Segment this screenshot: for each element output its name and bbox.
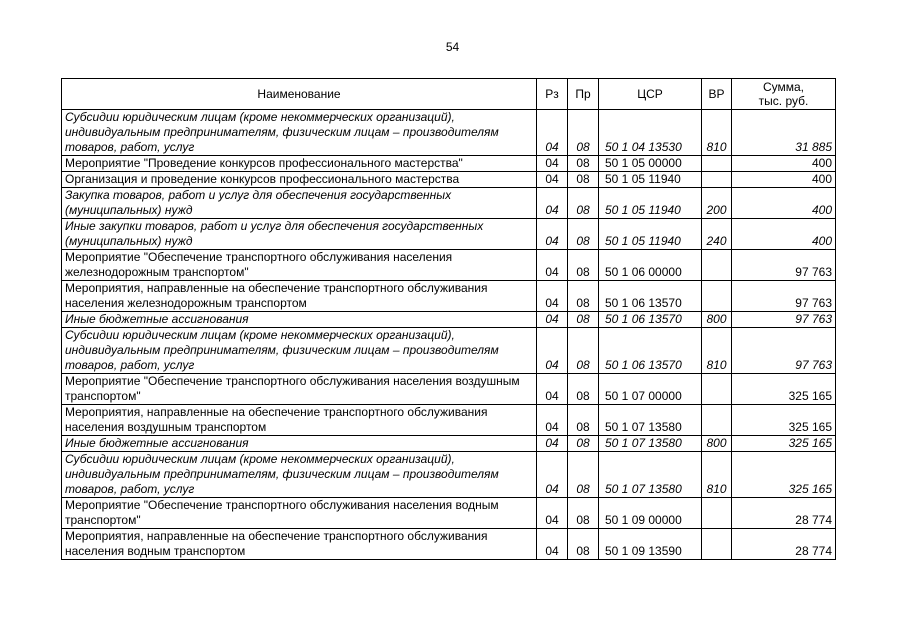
cell-sum: 325 165 [732, 405, 836, 436]
cell-vr [702, 374, 732, 405]
header-sum-line1: Сумма, [762, 80, 805, 94]
cell-name: Субсидии юридическим лицам (кроме некоммерческих организаций), индивидуальным предпринимателям, физическим лицам – производителям товаров, работ, услуг [62, 328, 537, 374]
cell-csr: 50 1 05 11940 [599, 219, 702, 250]
table-header-row [62, 79, 836, 110]
cell-sum: 97 763 [732, 250, 836, 281]
cell-rz: 04 [537, 188, 568, 219]
cell-sum: 400 [732, 188, 836, 219]
cell-rz: 04 [537, 405, 568, 436]
cell-name: Иные бюджетные ассигнования [62, 436, 537, 452]
cell-vr [702, 529, 732, 560]
cell-name: Иные закупки товаров, работ и услуг для обеспечения государственных (муниципальных) нужд [62, 219, 537, 250]
cell-rz: 04 [537, 172, 568, 188]
cell-sum: 325 165 [732, 436, 836, 452]
cell-vr: 810 [702, 110, 732, 156]
cell-sum: 325 165 [732, 452, 836, 498]
cell-rz: 04 [537, 498, 568, 529]
cell-csr: 50 1 07 13580 [599, 452, 702, 498]
cell-vr [702, 250, 732, 281]
cell-name: Организация и проведение конкурсов профессионального мастерства [62, 172, 537, 188]
table-row [62, 374, 836, 405]
cell-sum: 28 774 [732, 529, 836, 560]
cell-pr: 08 [568, 188, 599, 219]
cell-vr [702, 281, 732, 312]
cell-csr: 50 1 04 13530 [599, 110, 702, 156]
page-number: 54 [445, 40, 460, 54]
header-pr: Пр [568, 79, 599, 110]
cell-name: Иные бюджетные ассигнования [62, 312, 537, 328]
cell-pr: 08 [568, 529, 599, 560]
cell-vr: 240 [702, 219, 732, 250]
cell-name: Субсидии юридическим лицам (кроме некоммерческих организаций), индивидуальным предпринимателям, физическим лицам – производителям товаров, работ, услуг [62, 110, 537, 156]
header-sum [732, 79, 836, 110]
cell-name: Мероприятие "Обеспечение транспортного обслуживания населения воздушным транспортом" [62, 374, 537, 405]
table-row [62, 281, 836, 312]
cell-sum: 400 [732, 156, 836, 172]
budget-table [61, 78, 836, 560]
cell-csr: 50 1 05 00000 [599, 156, 702, 172]
table-row [62, 110, 836, 156]
cell-name: Мероприятия, направленные на обеспечение транспортного обслуживания населения воздушным транспортом [62, 405, 537, 436]
cell-pr: 08 [568, 452, 599, 498]
header-vr: ВР [702, 79, 732, 110]
table-row [62, 452, 836, 498]
cell-csr: 50 1 06 13570 [599, 328, 702, 374]
cell-sum: 97 763 [732, 281, 836, 312]
cell-pr: 08 [568, 328, 599, 374]
cell-rz: 04 [537, 250, 568, 281]
cell-name: Мероприятие "Обеспечение транспортного обслуживания населения железнодорожным транспортом" [62, 250, 537, 281]
cell-rz: 04 [537, 529, 568, 560]
cell-sum: 28 774 [732, 498, 836, 529]
table-row [62, 312, 836, 328]
cell-name: Мероприятия, направленные на обеспечение транспортного обслуживания населения водным транспортом [62, 529, 537, 560]
cell-rz: 04 [537, 436, 568, 452]
cell-pr: 08 [568, 110, 599, 156]
cell-pr: 08 [568, 281, 599, 312]
table-row [62, 498, 836, 529]
header-csr: ЦСР [599, 79, 702, 110]
cell-sum: 97 763 [732, 328, 836, 374]
table-row [62, 250, 836, 281]
table-row [62, 219, 836, 250]
header-rz: Рз [537, 79, 568, 110]
cell-csr: 50 1 07 00000 [599, 374, 702, 405]
cell-name: Субсидии юридическим лицам (кроме некоммерческих организаций), индивидуальным предпринимателям, физическим лицам – производителям товаров, работ, услуг [62, 452, 537, 498]
cell-pr: 08 [568, 312, 599, 328]
header-sum-line2: тыс. руб. [758, 94, 809, 108]
cell-sum: 325 165 [732, 374, 836, 405]
cell-rz: 04 [537, 328, 568, 374]
cell-vr: 810 [702, 452, 732, 498]
cell-name: Мероприятие "Обеспечение транспортного обслуживания населения водным транспортом" [62, 498, 537, 529]
cell-csr: 50 1 09 00000 [599, 498, 702, 529]
cell-vr [702, 498, 732, 529]
cell-pr: 08 [568, 498, 599, 529]
cell-sum: 400 [732, 219, 836, 250]
cell-vr [702, 172, 732, 188]
cell-pr: 08 [568, 374, 599, 405]
cell-pr: 08 [568, 172, 599, 188]
cell-rz: 04 [537, 110, 568, 156]
cell-pr: 08 [568, 219, 599, 250]
cell-sum: 97 763 [732, 312, 836, 328]
cell-rz: 04 [537, 281, 568, 312]
table-row [62, 328, 836, 374]
cell-pr: 08 [568, 436, 599, 452]
table-row [62, 436, 836, 452]
table-row [62, 172, 836, 188]
cell-rz: 04 [537, 312, 568, 328]
cell-sum: 400 [732, 172, 836, 188]
cell-csr: 50 1 06 00000 [599, 250, 702, 281]
cell-csr: 50 1 05 11940 [599, 172, 702, 188]
cell-sum: 31 885 [732, 110, 836, 156]
cell-csr: 50 1 06 13570 [599, 281, 702, 312]
cell-vr: 200 [702, 188, 732, 219]
cell-rz: 04 [537, 219, 568, 250]
cell-vr: 800 [702, 436, 732, 452]
cell-csr: 50 1 09 13590 [599, 529, 702, 560]
table-row [62, 529, 836, 560]
cell-vr [702, 156, 732, 172]
cell-vr: 800 [702, 312, 732, 328]
cell-rz: 04 [537, 452, 568, 498]
table-body [62, 110, 836, 560]
cell-csr: 50 1 07 13580 [599, 436, 702, 452]
cell-csr: 50 1 07 13580 [599, 405, 702, 436]
header-name: Наименование [62, 79, 537, 110]
table-row [62, 188, 836, 219]
cell-vr [702, 405, 732, 436]
table-row [62, 405, 836, 436]
cell-vr: 810 [702, 328, 732, 374]
cell-rz: 04 [537, 374, 568, 405]
cell-pr: 08 [568, 250, 599, 281]
cell-pr: 08 [568, 405, 599, 436]
cell-name: Мероприятие "Проведение конкурсов профессионального мастерства" [62, 156, 537, 172]
cell-name: Закупка товаров, работ и услуг для обеспечения государственных (муниципальных) нужд [62, 188, 537, 219]
cell-csr: 50 1 06 13570 [599, 312, 702, 328]
cell-rz: 04 [537, 156, 568, 172]
table-row [62, 156, 836, 172]
cell-pr: 08 [568, 156, 599, 172]
cell-csr: 50 1 05 11940 [599, 188, 702, 219]
cell-name: Мероприятия, направленные на обеспечение транспортного обслуживания населения железнодорожным транспортом [62, 281, 537, 312]
